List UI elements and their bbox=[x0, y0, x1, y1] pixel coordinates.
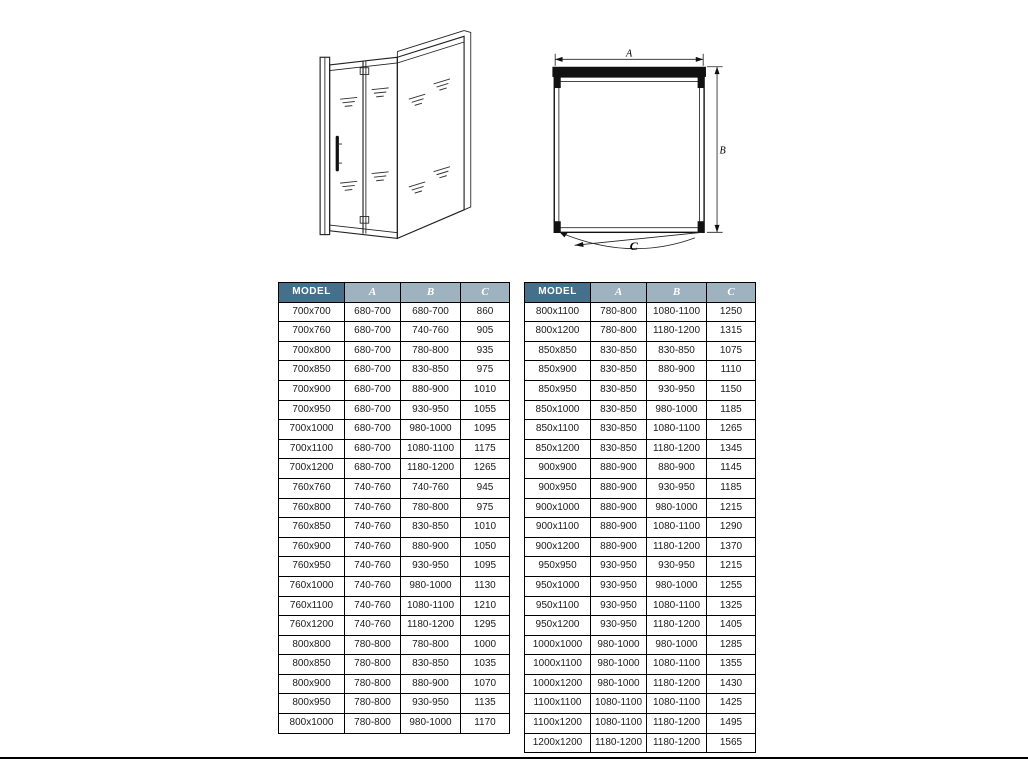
table-cell: 700x700 bbox=[279, 302, 345, 322]
table-row bbox=[279, 537, 510, 557]
table-cell: 740-760 bbox=[345, 518, 401, 538]
table-cell: 1185 bbox=[707, 400, 756, 420]
table-cell: 1355 bbox=[707, 655, 756, 675]
table-cell: 900x1000 bbox=[525, 498, 591, 518]
table-cell: 760x850 bbox=[279, 518, 345, 538]
table-cell: 1180-1200 bbox=[647, 537, 707, 557]
table-row bbox=[279, 459, 510, 479]
table-cell: 1150 bbox=[707, 380, 756, 400]
table-cell: 1565 bbox=[707, 733, 756, 753]
table-cell: 930-950 bbox=[401, 400, 461, 420]
table-cell: 930-950 bbox=[591, 557, 647, 577]
table-cell: 680-700 bbox=[345, 439, 401, 459]
table-row bbox=[525, 733, 756, 753]
table-cell: 700x1000 bbox=[279, 420, 345, 440]
table-cell: 880-900 bbox=[591, 537, 647, 557]
table-cell: 800x1100 bbox=[525, 302, 591, 322]
column-header-model: MODEL bbox=[525, 283, 591, 303]
table-cell: 1080-1100 bbox=[647, 420, 707, 440]
table-row bbox=[279, 420, 510, 440]
table-cell: 860 bbox=[461, 302, 510, 322]
table-cell: 1405 bbox=[707, 616, 756, 636]
table-cell: 740-760 bbox=[345, 557, 401, 577]
wall-bar bbox=[552, 67, 706, 77]
column-header: C bbox=[707, 283, 756, 303]
table-cell: 1250 bbox=[707, 302, 756, 322]
table-cell: 930-950 bbox=[647, 478, 707, 498]
table-cell: 780-800 bbox=[345, 714, 401, 734]
table-cell: 800x800 bbox=[279, 635, 345, 655]
table-cell: 760x800 bbox=[279, 498, 345, 518]
table-cell: 900x900 bbox=[525, 459, 591, 479]
table-cell: 830-850 bbox=[591, 361, 647, 381]
table-row bbox=[525, 518, 756, 538]
table-cell: 1035 bbox=[461, 655, 510, 675]
table-cell: 760x1000 bbox=[279, 576, 345, 596]
table-cell: 1000x1200 bbox=[525, 674, 591, 694]
table-cell: 1265 bbox=[707, 420, 756, 440]
table-cell: 930-950 bbox=[591, 576, 647, 596]
table-cell: 1215 bbox=[707, 498, 756, 518]
table-cell: 800x950 bbox=[279, 694, 345, 714]
table-cell: 680-700 bbox=[345, 400, 401, 420]
table-cell: 680-700 bbox=[345, 322, 401, 342]
table-cell: 680-700 bbox=[345, 420, 401, 440]
table-cell: 780-800 bbox=[591, 322, 647, 342]
table-row bbox=[279, 498, 510, 518]
table-cell: 830-850 bbox=[591, 380, 647, 400]
bifold-door-panel bbox=[330, 57, 398, 238]
table-cell: 780-800 bbox=[345, 655, 401, 675]
table-cell: 980-1000 bbox=[647, 498, 707, 518]
table-cell: 1180-1200 bbox=[647, 714, 707, 734]
table-cell: 1080-1100 bbox=[647, 518, 707, 538]
table-cell: 700x850 bbox=[279, 361, 345, 381]
table-cell: 680-700 bbox=[345, 459, 401, 479]
table-cell: 850x1000 bbox=[525, 400, 591, 420]
table-cell: 1180-1200 bbox=[647, 439, 707, 459]
table-cell: 880-900 bbox=[591, 459, 647, 479]
table-cell: 1080-1100 bbox=[647, 302, 707, 322]
column-header: B bbox=[401, 283, 461, 303]
table-cell: 830-850 bbox=[591, 341, 647, 361]
table-cell: 980-1000 bbox=[401, 420, 461, 440]
column-header: B bbox=[647, 283, 707, 303]
table-cell: 980-1000 bbox=[647, 400, 707, 420]
table-row bbox=[279, 596, 510, 616]
table-cell: 1080-1100 bbox=[647, 596, 707, 616]
table-cell: 1285 bbox=[707, 635, 756, 655]
table-cell: 980-1000 bbox=[591, 635, 647, 655]
table-cell: 1180-1200 bbox=[647, 322, 707, 342]
table-cell: 880-900 bbox=[647, 361, 707, 381]
table-cell: 950x1000 bbox=[525, 576, 591, 596]
table-cell: 930-950 bbox=[647, 557, 707, 577]
dim-label-b: B bbox=[719, 145, 726, 157]
size-table-right bbox=[524, 282, 756, 753]
table-cell: 760x900 bbox=[279, 537, 345, 557]
table-row bbox=[525, 400, 756, 420]
table-cell: 880-900 bbox=[401, 674, 461, 694]
table-cell: 1180-1200 bbox=[591, 733, 647, 753]
table-cell: 900x1100 bbox=[525, 518, 591, 538]
table-cell: 1325 bbox=[707, 596, 756, 616]
table-row bbox=[525, 498, 756, 518]
table-cell: 1255 bbox=[707, 576, 756, 596]
table-cell: 880-900 bbox=[591, 518, 647, 538]
table-row bbox=[279, 400, 510, 420]
table-cell: 740-760 bbox=[401, 322, 461, 342]
table-cell: 1095 bbox=[461, 420, 510, 440]
table-row bbox=[525, 322, 756, 342]
table-row bbox=[279, 518, 510, 538]
table-row bbox=[279, 635, 510, 655]
table-cell: 1000 bbox=[461, 635, 510, 655]
table-cell: 1430 bbox=[707, 674, 756, 694]
table-row bbox=[279, 655, 510, 675]
table-row bbox=[525, 341, 756, 361]
table-cell: 1070 bbox=[461, 674, 510, 694]
table-cell: 980-1000 bbox=[591, 655, 647, 675]
table-row bbox=[279, 341, 510, 361]
table-cell: 900x950 bbox=[525, 478, 591, 498]
table-row bbox=[279, 557, 510, 577]
table-row bbox=[525, 694, 756, 714]
table-cell: 1180-1200 bbox=[647, 616, 707, 636]
table-cell: 930-950 bbox=[401, 557, 461, 577]
table-cell: 1100x1200 bbox=[525, 714, 591, 734]
glass-hatch-marks bbox=[340, 79, 452, 194]
table-row bbox=[279, 478, 510, 498]
table-row bbox=[525, 537, 756, 557]
dimension-b bbox=[707, 67, 726, 233]
table-cell: 1495 bbox=[707, 714, 756, 734]
table-cell: 1080-1100 bbox=[591, 714, 647, 734]
top-view-diagram bbox=[545, 48, 730, 252]
table-row bbox=[525, 361, 756, 381]
table-cell: 975 bbox=[461, 361, 510, 381]
table-cell: 780-800 bbox=[401, 635, 461, 655]
table-row bbox=[525, 380, 756, 400]
table-header-row bbox=[525, 283, 756, 303]
table-cell: 850x1200 bbox=[525, 439, 591, 459]
enclosure-3d-diagram bbox=[302, 22, 507, 267]
table-row bbox=[525, 635, 756, 655]
table-cell: 760x1200 bbox=[279, 616, 345, 636]
table-cell: 1265 bbox=[461, 459, 510, 479]
table-cell: 700x760 bbox=[279, 322, 345, 342]
table-cell: 900x1200 bbox=[525, 537, 591, 557]
table-cell: 880-900 bbox=[401, 380, 461, 400]
table-cell: 1080-1100 bbox=[401, 439, 461, 459]
table-cell: 980-1000 bbox=[401, 576, 461, 596]
table-row bbox=[525, 596, 756, 616]
table-row bbox=[525, 439, 756, 459]
table-cell: 935 bbox=[461, 341, 510, 361]
table-row bbox=[525, 576, 756, 596]
table-row bbox=[279, 576, 510, 596]
column-header: A bbox=[345, 283, 401, 303]
table-cell: 880-900 bbox=[591, 478, 647, 498]
table-cell: 780-800 bbox=[345, 635, 401, 655]
table-cell: 980-1000 bbox=[591, 674, 647, 694]
table-cell: 1000x1000 bbox=[525, 635, 591, 655]
table-cell: 680-700 bbox=[345, 380, 401, 400]
table-cell: 700x1200 bbox=[279, 459, 345, 479]
table-cell: 1290 bbox=[707, 518, 756, 538]
table-cell: 740-760 bbox=[401, 478, 461, 498]
table-cell: 1080-1100 bbox=[647, 655, 707, 675]
column-header-model: MODEL bbox=[279, 283, 345, 303]
table-cell: 780-800 bbox=[401, 498, 461, 518]
table-cell: 1075 bbox=[707, 341, 756, 361]
table-cell: 980-1000 bbox=[647, 635, 707, 655]
table-cell: 1425 bbox=[707, 694, 756, 714]
table-cell: 1000x1100 bbox=[525, 655, 591, 675]
table-cell: 740-760 bbox=[345, 596, 401, 616]
table-cell: 1185 bbox=[707, 478, 756, 498]
table-cell: 930-950 bbox=[591, 616, 647, 636]
table-cell: 950x950 bbox=[525, 557, 591, 577]
table-cell: 1130 bbox=[461, 576, 510, 596]
table-cell: 880-900 bbox=[401, 537, 461, 557]
table-cell: 850x900 bbox=[525, 361, 591, 381]
table-cell: 680-700 bbox=[345, 341, 401, 361]
table-cell: 1010 bbox=[461, 380, 510, 400]
table-cell: 830-850 bbox=[401, 361, 461, 381]
table-cell: 1135 bbox=[461, 694, 510, 714]
table-cell: 950x1100 bbox=[525, 596, 591, 616]
table-cell: 830-850 bbox=[647, 341, 707, 361]
table-row bbox=[279, 322, 510, 342]
table-cell: 880-900 bbox=[591, 498, 647, 518]
table-cell: 1180-1200 bbox=[401, 459, 461, 479]
table-row bbox=[525, 714, 756, 734]
table-cell: 1095 bbox=[461, 557, 510, 577]
table-cell: 830-850 bbox=[591, 439, 647, 459]
table-cell: 1215 bbox=[707, 557, 756, 577]
table-cell: 930-950 bbox=[647, 380, 707, 400]
column-header: C bbox=[461, 283, 510, 303]
table-cell: 740-760 bbox=[345, 576, 401, 596]
table-cell: 950x1200 bbox=[525, 616, 591, 636]
table-cell: 760x1100 bbox=[279, 596, 345, 616]
table-cell: 1210 bbox=[461, 596, 510, 616]
table-row bbox=[279, 302, 510, 322]
column-header: A bbox=[591, 283, 647, 303]
table-cell: 780-800 bbox=[591, 302, 647, 322]
table-header-row bbox=[279, 283, 510, 303]
table-cell: 800x900 bbox=[279, 674, 345, 694]
table-cell: 1055 bbox=[461, 400, 510, 420]
enclosure-footprint bbox=[554, 77, 704, 232]
table-row bbox=[279, 380, 510, 400]
table-cell: 760x950 bbox=[279, 557, 345, 577]
table-row bbox=[525, 674, 756, 694]
table-cell: 850x1100 bbox=[525, 420, 591, 440]
table-cell: 1175 bbox=[461, 439, 510, 459]
table-cell: 1370 bbox=[707, 537, 756, 557]
door-handle-icon bbox=[337, 137, 342, 169]
top-view-drawing-icon bbox=[545, 48, 730, 252]
table-cell: 700x900 bbox=[279, 380, 345, 400]
table-cell: 780-800 bbox=[345, 694, 401, 714]
table-cell: 780-800 bbox=[345, 674, 401, 694]
table-cell: 930-950 bbox=[401, 694, 461, 714]
table-cell: 740-760 bbox=[345, 616, 401, 636]
table-cell: 1315 bbox=[707, 322, 756, 342]
table-cell: 980-1000 bbox=[401, 714, 461, 734]
door-swing bbox=[560, 232, 702, 252]
table-cell: 1110 bbox=[707, 361, 756, 381]
table-cell: 700x800 bbox=[279, 341, 345, 361]
table-cell: 1145 bbox=[707, 459, 756, 479]
table-cell: 1080-1100 bbox=[401, 596, 461, 616]
size-table-left bbox=[278, 282, 510, 734]
table-row bbox=[525, 557, 756, 577]
table-row bbox=[525, 420, 756, 440]
table-cell: 830-850 bbox=[401, 518, 461, 538]
table-cell: 1080-1100 bbox=[647, 694, 707, 714]
hinge-icon bbox=[360, 68, 369, 223]
table-cell: 740-760 bbox=[345, 478, 401, 498]
table-row bbox=[525, 478, 756, 498]
table-cell: 830-850 bbox=[591, 400, 647, 420]
wall-profile bbox=[320, 57, 330, 234]
table-cell: 1080-1100 bbox=[591, 694, 647, 714]
table-cell: 980-1000 bbox=[647, 576, 707, 596]
table-cell: 1345 bbox=[707, 439, 756, 459]
table-cell: 975 bbox=[461, 498, 510, 518]
table-row bbox=[279, 674, 510, 694]
table-row bbox=[525, 459, 756, 479]
table-cell: 680-700 bbox=[401, 302, 461, 322]
table-cell: 830-850 bbox=[401, 655, 461, 675]
table-cell: 1100x1100 bbox=[525, 694, 591, 714]
table-cell: 1180-1200 bbox=[647, 733, 707, 753]
table-cell: 700x950 bbox=[279, 400, 345, 420]
table-cell: 780-800 bbox=[401, 341, 461, 361]
table-cell: 905 bbox=[461, 322, 510, 342]
table-cell: 680-700 bbox=[345, 302, 401, 322]
table-cell: 1180-1200 bbox=[647, 674, 707, 694]
side-glass-panel bbox=[397, 31, 470, 239]
dimension-a bbox=[555, 49, 703, 66]
table-cell: 850x850 bbox=[525, 341, 591, 361]
table-cell: 800x1000 bbox=[279, 714, 345, 734]
table-row bbox=[525, 655, 756, 675]
table-row bbox=[525, 302, 756, 322]
table-cell: 1010 bbox=[461, 518, 510, 538]
table-cell: 760x760 bbox=[279, 478, 345, 498]
table-cell: 1295 bbox=[461, 616, 510, 636]
table-cell: 740-760 bbox=[345, 537, 401, 557]
table-cell: 800x1200 bbox=[525, 322, 591, 342]
dim-label-a: A bbox=[626, 48, 633, 60]
table-row bbox=[279, 439, 510, 459]
table-row bbox=[279, 694, 510, 714]
table-cell: 880-900 bbox=[647, 459, 707, 479]
table-row bbox=[279, 616, 510, 636]
table-cell: 1170 bbox=[461, 714, 510, 734]
table-cell: 1180-1200 bbox=[401, 616, 461, 636]
table-cell: 800x850 bbox=[279, 655, 345, 675]
table-cell: 850x950 bbox=[525, 380, 591, 400]
table-row bbox=[525, 616, 756, 636]
table-cell: 945 bbox=[461, 478, 510, 498]
table-row bbox=[279, 714, 510, 734]
dim-label-c: C bbox=[629, 238, 638, 252]
table-row bbox=[279, 361, 510, 381]
table-cell: 930-950 bbox=[591, 596, 647, 616]
table-cell: 700x1100 bbox=[279, 439, 345, 459]
table-cell: 680-700 bbox=[345, 361, 401, 381]
bottom-rule bbox=[0, 757, 1028, 759]
table-cell: 830-850 bbox=[591, 420, 647, 440]
enclosure-3d-drawing-icon bbox=[302, 22, 507, 267]
table-cell: 1200x1200 bbox=[525, 733, 591, 753]
table-cell: 1050 bbox=[461, 537, 510, 557]
table-cell: 740-760 bbox=[345, 498, 401, 518]
